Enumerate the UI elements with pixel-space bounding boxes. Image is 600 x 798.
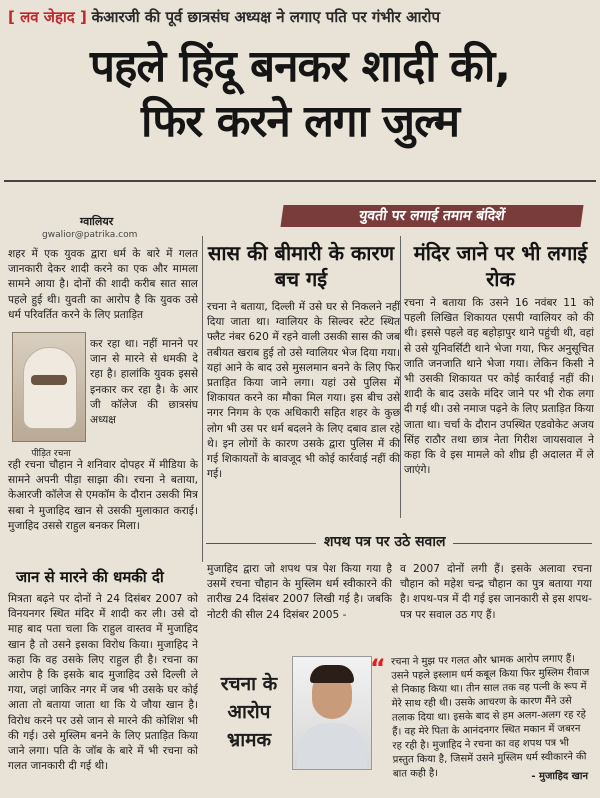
quote-text: रचना ने मुझ पर गलत और भ्रामक आरोप लगाए हैं। उसने पहले इस्लाम धर्म कबूल किया फिर मुस्लिम रीवाज से निकाह किया था। तीन साल तक वह पत्नी के रूप में मेरे साथ रही थी। उसके आचरण के कारण मैंने उसे तलाक दिया था। इसके बाद से हम अलग-अलग रह रहे हैं। वह मेरे पिता के आनंदनगर स्थित मकान में जबरन रह रही है। मुजाहिद ने रचना का वह शपथ पत्र भी प्रस्तुत किया है, जिसमें उसने मुस्लिम धर्म स्वीकारने की बात कही है।	[390, 653, 590, 780]
kicker-tag: [ लव जेहाद ]	[8, 8, 87, 26]
hair-shape	[310, 665, 354, 683]
headline-line-2: फिर करने लगा जुल्म	[140, 96, 460, 147]
quote-box	[204, 648, 594, 790]
kicker-line	[8, 6, 593, 28]
left-bottom-subheading: जान से मारने की धमकी दी	[16, 568, 164, 586]
headline-line-1: पहले हिंदू बनकर शादी की,	[90, 41, 510, 92]
affidavit-heading: शपथ पत्र पर उठे सवाल	[316, 532, 453, 551]
column-divider-1	[202, 236, 203, 562]
column-divider-2	[400, 236, 401, 518]
eyes-shape	[31, 375, 67, 385]
affidavit-text-2: व 2007 दोनों लगी हैं। इसके अलावा रचना चौहान को महेश चन्द्र चौहान का पुत्र बताया गया है। शपथ-पत्र में दी गई इस जानकारी से इस शपथ-पत्र पर सवाल उठ गए हैं।	[400, 563, 592, 621]
byline-email: gwalior@patrika.com	[42, 230, 138, 240]
headline	[4, 40, 596, 150]
victim-photo-block	[12, 332, 90, 462]
left-bottom-text: मित्रता बढ़ने पर दोनों ने 24 दिसंबर 2007 को विनयनगर स्थित मंदिर में शादी कर ली। उसे दो माह बाद पता चला कि राहुल वास्तव में मुजाहिद खान है तो उसने इसका विरोध किया। मुजाहिद ने कहा कि वह उसके लिए राहुल ही है। रचना का आरोप है कि इसके बाद मुजाहिद उसे दिल्ली ले गया, जहां जाकिर नगर में जब भी उसके घर कोई आता तो बताया जाता था कि ये जौया खान है। विरोध करने पर उसे जान से मारने की कोशिश भी की गई। उसे मुस्लिम बनने के लिए प्रताड़ित किया जाने लगा। पति के जॉब के बारे में भी रचना को गलत जानकारी दी गई थी।	[8, 593, 198, 773]
left-wrap-text: कर रहा था। नहीं मानने पर जान से मारने से धमकी दे रहा है। हालांकि युवक इससे इनकार कर रहा है। के आर जी कॉलेज की छात्रसंघ अध्यक्ष	[90, 338, 198, 427]
mid-body-text: रचना ने बताया, दिल्ली में उसे घर से निकलने नहीं दिया जाता था। ग्वालियर के सिल्वर स्टेट स्थित फ्लैट नंबर 620 में रहने वाली उसकी सास की जब तबीयत खराब हुई तो उसे ग्वालियर भेज दिया गया। यहां आने के बाद उसे मुसलमान बनने के लिए फिर प्रताड़ित किया जाने लगा। यहां उसे पुलिस में शिकायत करने का मौका मिल गया। इस बीच उसे नगर निगम के एक अधिकारी सहित शहर के कुछ लोग भी उस पर धर्म बदलने के लिए दबाव डाल रहे थे। इन लोगों के कारण उसके द्वारा पुलिस में की गई शिकायतों के बावजूद भी कोई कार्रवाई नहीं की गई।	[207, 301, 400, 481]
veil-shape	[23, 347, 77, 429]
affidavit-column-2	[400, 562, 592, 648]
byline-city: ग्वालियर	[80, 215, 114, 228]
section-banner: युवती पर लगाई तमाम बंदिशें	[280, 205, 583, 227]
headline-rule	[4, 180, 596, 182]
left-after-text: रही रचना चौहान ने शनिवार दोपहर में मीडिया के सामने अपनी पीड़ा साझा की। रचना ने बताया, केआरजी कॉलेज से एमकॉम के दौरान उसकी मित्र सबा ने मुजाहिद खान से उसकी मुलाकात कराई। मुजाहिद उससे राहुल बनकर मिला।	[8, 459, 198, 532]
left-bottom-column	[8, 592, 198, 792]
victim-photo	[12, 332, 86, 442]
affidavit-column-1	[207, 562, 392, 648]
left-column-after	[8, 458, 198, 560]
quote-mark-icon: “	[370, 654, 386, 682]
shirt-shape	[297, 723, 367, 770]
right-column	[404, 296, 594, 521]
mid-column	[207, 300, 400, 510]
affidavit-text-1: मुजाहिद द्वारा जो शपथ पत्र पेश किया गया है उसमें रचना चौहान के मुस्लिम धर्म स्वीकारने की तारीख 24 दिसंबर 2007 लिखी गई है। जबकि नोटरी की सील 24 दिसंबर 2005 -	[207, 563, 392, 621]
kicker-text: केआरजी की पूर्व छात्रसंघ अध्यक्ष ने लगाए पति पर गंभीर आरोप	[91, 8, 440, 26]
right-subheading: मंदिर जाने पर भी लगाई रोक	[413, 241, 588, 291]
mid-subheading: सास की बीमारी के कारण बच गई	[207, 241, 395, 291]
right-body-text: रचना ने बताया कि उसने 16 नवंबर 11 को पहली लिखित शिकायत एसपी ग्वालियर को की थी। इससे पहले वह बहोड़ापुर थाने पहुंची थी, वहां से उसे यूनिवर्सिटी थाने भेजा गया, फिर अनुसूचित जाति जनजाति थाने भेजा गया। लेकिन किसी ने भी उसकी शिकायत पर कोई कार्रवाई नहीं की। शादी के बाद उसके मंदिर जाने पर भी रोक लगा दी गई थी। उसे नमाज पढ़ने के लिए प्रताड़ित किया जाता था। चर्चा के दौरान उपस्थित एडवोकेट अजय सिंह राठौर तथा छात्र नेता गिरीश जायसवाल ने कहा कि वे इस मामले को शीघ्र ही अदालत में ले जाएंगे।	[404, 297, 594, 477]
photo-caption: पीड़ित रचना	[31, 449, 71, 459]
accused-photo	[292, 656, 372, 770]
left-intro-text: शहर में एक युवक द्वारा धर्म के बारे में गलत जानकारी देकर शादी करने का एक और मामला सामने आया है। दोनों की शादी करीब सात साल पहले हुई थी। युवती का आरोप है कि युवक उसे धर्म परिवर्तित करने के लिए प्रताड़ित	[8, 248, 198, 321]
affidavit-band	[206, 534, 592, 562]
quote-signature: - मुजाहिद खान	[531, 771, 588, 782]
quote-title: रचना के आरोप भ्रामक	[220, 673, 278, 751]
